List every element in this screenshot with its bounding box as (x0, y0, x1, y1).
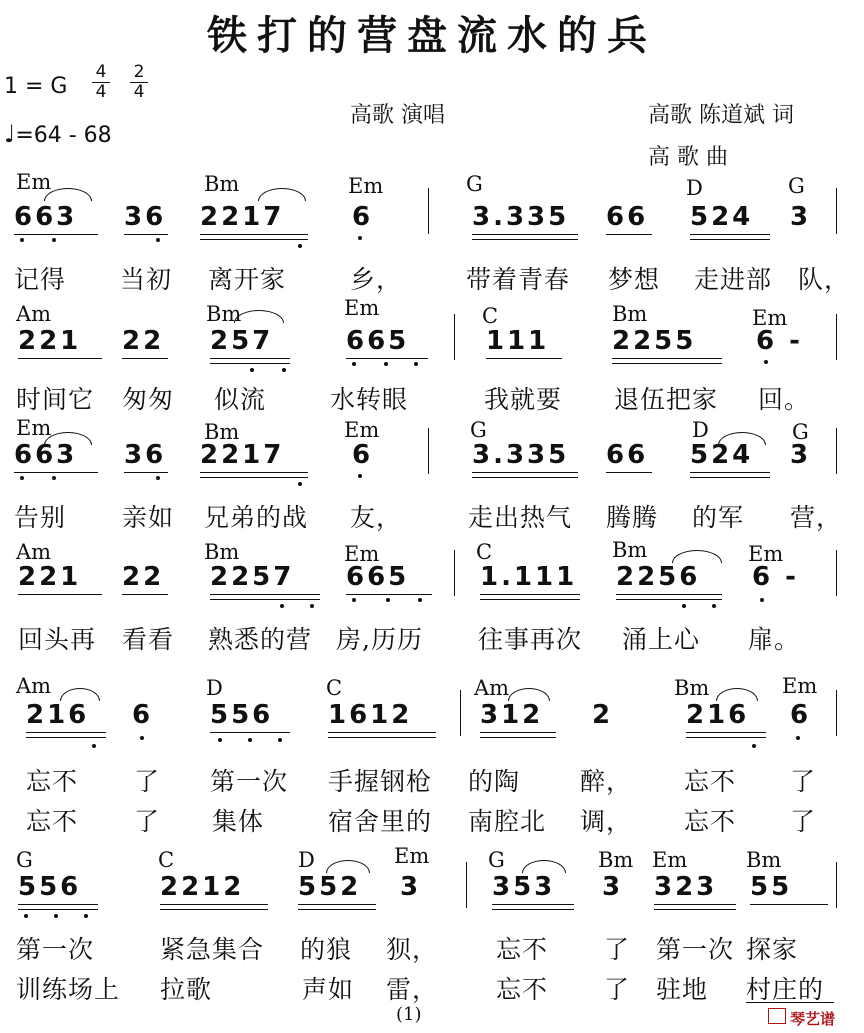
beam-line (480, 732, 556, 733)
octave-dot (418, 598, 422, 602)
tempo-marking: ♩=64 - 68 (4, 120, 112, 148)
note-group: 663 (14, 202, 78, 232)
beam-line (18, 909, 98, 910)
chord-symbol: Bm (612, 538, 648, 562)
beam-line (690, 472, 770, 473)
beam-line (472, 472, 578, 473)
note-group: 2256 (616, 562, 701, 592)
note-group: 2217 (200, 440, 285, 470)
note-group: 6 - (756, 326, 803, 356)
beam-line (200, 239, 308, 240)
beam-line (480, 737, 556, 738)
beam-line (298, 904, 376, 905)
chord-symbol: Bm (204, 172, 240, 196)
beam-line (346, 358, 428, 359)
chord-symbol: Bm (206, 302, 242, 326)
lyric-text: 似流 (214, 385, 267, 414)
lyric-text-verse-2: 忘不 (496, 975, 549, 1004)
lyric-text-verse-2: 拉歌 (160, 975, 213, 1004)
beam-line (328, 737, 436, 738)
lyric-text: 忘不 (26, 767, 79, 796)
lyric-text: 了 (604, 935, 631, 964)
beam-line (690, 477, 770, 478)
lyric-text: 第一次 (16, 935, 95, 964)
chord-symbol: C (476, 540, 493, 564)
note-group: 216 (686, 700, 750, 730)
bar-line (466, 862, 467, 908)
lyric-text: 忘不 (496, 935, 549, 964)
note-group: 3 (400, 872, 422, 902)
beam-line (210, 358, 290, 359)
lyric-text-verse-2: 雷， (386, 975, 439, 1004)
lyric-text-verse-2: 了 (790, 807, 817, 836)
lyric-text: 兄弟的战 (204, 503, 309, 532)
chord-symbol: G (466, 172, 483, 196)
beam-line (472, 239, 578, 240)
lyric-text: 紧急集合 (160, 935, 265, 964)
beam-line (480, 594, 580, 595)
lyric-text: 我就要 (484, 385, 563, 414)
lyric-text: 友， (350, 503, 403, 532)
note-group: 2212 (160, 872, 245, 902)
chord-symbol: Bm (204, 540, 240, 564)
chord-symbol: G (792, 420, 809, 444)
octave-dot (54, 914, 58, 918)
lyric-text: 了 (134, 767, 161, 796)
chord-symbol: Em (16, 170, 52, 194)
beam-line (472, 477, 578, 478)
beam-line (14, 472, 98, 473)
chord-symbol: G (470, 418, 487, 442)
lyric-text: 熟悉的营 (208, 625, 313, 654)
beam-line (298, 909, 376, 910)
note-group: 552 (298, 872, 362, 902)
chord-symbol: Bm (674, 676, 710, 700)
lyric-text-verse-2: 了 (134, 807, 161, 836)
octave-dot (358, 236, 362, 240)
bar-line (454, 314, 455, 360)
quarter-note-icon: ♩ (4, 120, 16, 148)
octave-dot (218, 738, 222, 742)
beam-line (492, 904, 574, 905)
beam-line (210, 594, 320, 595)
lyric-text: 离开家 (208, 265, 287, 294)
octave-dot (24, 914, 28, 918)
tie-mark (234, 310, 284, 323)
note-group: 257 (210, 326, 274, 356)
lyric-text-verse-2: 南腔北 (468, 807, 547, 836)
beam-line (606, 234, 652, 235)
chord-symbol: Em (752, 306, 788, 330)
octave-dot (386, 598, 390, 602)
lyric-text: 退伍把家 (614, 385, 719, 414)
chord-symbol: Em (344, 542, 380, 566)
octave-dot (280, 604, 284, 608)
bar-line (454, 550, 455, 596)
lyric-text: 记得 (14, 265, 67, 294)
lyric-text: 当初 (120, 265, 173, 294)
meter-4-4: 4 4 (92, 64, 110, 101)
chord-symbol: D (692, 418, 709, 442)
beam-line (18, 904, 98, 905)
lyric-text: 走出热气 (468, 503, 573, 532)
note-group: 665 (346, 562, 410, 592)
lyric-text-verse-2: 驻地 (656, 975, 709, 1004)
chord-symbol: D (298, 848, 315, 872)
chord-symbol: Em (394, 844, 430, 868)
beam-line (612, 358, 722, 359)
chord-symbol: D (686, 176, 703, 200)
chord-symbol: D (206, 676, 223, 700)
lyric-text: 醉， (580, 767, 633, 796)
octave-dot (156, 238, 160, 242)
note-group: 3 (602, 872, 624, 902)
note-group: 1.111 (480, 562, 578, 592)
lyric-text-verse-2: 声如 (302, 975, 355, 1004)
bar-line (836, 690, 837, 736)
lyric-text: 匆匆 (122, 385, 175, 414)
chord-symbol: Am (474, 676, 510, 700)
beam-line (750, 904, 828, 905)
note-group: 66 (606, 440, 649, 470)
lyric-text: 的军 (692, 503, 745, 532)
note-group: 665 (346, 326, 410, 356)
lyric-text-verse-2: 忘不 (684, 807, 737, 836)
lyric-text: 的狼 (300, 935, 353, 964)
note-group: 3.335 (472, 202, 570, 232)
chord-symbol: Am (16, 540, 52, 564)
composer-credit: 高 歌 曲 (648, 145, 728, 170)
octave-dot (248, 738, 252, 742)
note-group: 323 (654, 872, 718, 902)
lyric-text: 了 (790, 767, 817, 796)
note-group: 2257 (210, 562, 295, 592)
lyric-text-verse-2: 了 (604, 975, 631, 1004)
chord-symbol: Am (16, 674, 52, 698)
octave-dot (310, 604, 314, 608)
beam-line (26, 732, 106, 733)
beam-line (18, 358, 102, 359)
note-group: 3 (790, 440, 812, 470)
octave-dot (352, 362, 356, 366)
chord-symbol: G (788, 174, 805, 198)
chord-symbol: Bm (746, 848, 782, 872)
beam-line (122, 358, 168, 359)
beam-line (686, 732, 766, 733)
note-group: 6 (790, 700, 812, 730)
note-group: 66 (606, 202, 649, 232)
note-group: 556 (210, 700, 274, 730)
beam-line (606, 472, 652, 473)
lyric-text: 扉。 (748, 625, 801, 654)
lyric-text: 带着青春 (466, 265, 571, 294)
note-group: 353 (492, 872, 556, 902)
note-group: 2217 (200, 202, 285, 232)
chord-symbol: Em (652, 848, 688, 872)
beam-line (200, 472, 308, 473)
chord-symbol: Bm (598, 848, 634, 872)
lyric-text-verse-2: 宿舍里的 (328, 807, 433, 836)
note-group: 55 (750, 872, 793, 902)
beam-line (346, 594, 432, 595)
lyric-text: 回头再 (18, 625, 97, 654)
octave-dot (682, 604, 686, 608)
octave-dot (250, 368, 254, 372)
octave-dot (92, 744, 96, 748)
bar-line (460, 690, 461, 736)
octave-dot (752, 744, 756, 748)
beam-line (122, 594, 168, 595)
lyric-text: 梦想 (608, 265, 661, 294)
note-group: 6 (352, 202, 374, 232)
octave-dot (358, 474, 362, 478)
chord-symbol: Em (748, 542, 784, 566)
watermark-logo-icon (768, 1008, 786, 1024)
octave-dot (84, 914, 88, 918)
lyric-text-verse-2: 集体 (212, 807, 265, 836)
note-group: 663 (14, 440, 78, 470)
note-group: 2 (592, 700, 614, 730)
chord-symbol: Em (344, 418, 380, 442)
chord-symbol: Am (16, 302, 52, 326)
beam-line (328, 732, 436, 733)
lyric-text: 涌上心 (622, 625, 701, 654)
note-group: 556 (18, 872, 82, 902)
lyric-text: 队， (798, 265, 851, 294)
beam-line (160, 904, 268, 905)
beam-line (210, 732, 290, 733)
bar-line (836, 314, 837, 360)
lyric-text: 的陶 (468, 767, 521, 796)
lyric-text: 亲如 (122, 503, 175, 532)
lyric-text: 忘不 (684, 767, 737, 796)
chord-symbol: C (482, 304, 499, 328)
beam-line (654, 909, 736, 910)
lyric-text-verse-2: 忘不 (26, 807, 79, 836)
chord-symbol: Em (16, 416, 52, 440)
beam-line (210, 599, 320, 600)
beam-line (492, 909, 574, 910)
note-group: 312 (480, 700, 544, 730)
lyric-text: 第一次 (656, 935, 735, 964)
chord-symbol: C (158, 848, 175, 872)
beam-line (200, 234, 308, 235)
lyric-text: 水转眼 (330, 385, 409, 414)
bar-line (836, 428, 837, 474)
lyric-text: 看看 (122, 625, 175, 654)
beam-line (160, 909, 268, 910)
octave-dot (384, 362, 388, 366)
lyric-text: 乡， (350, 265, 403, 294)
octave-dot (20, 476, 24, 480)
lyric-text-verse-2: 调， (580, 807, 633, 836)
octave-dot (156, 476, 160, 480)
song-title: 铁打的营盘流水的兵 (207, 12, 657, 59)
lyric-text: 手握钢枪 (328, 767, 433, 796)
beam-line (480, 599, 580, 600)
bar-line (836, 188, 837, 234)
lyric-text: 往事再次 (478, 625, 583, 654)
lyric-underline (746, 1002, 834, 1003)
watermark-text: 琴艺谱 (790, 1010, 836, 1028)
beam-line (690, 239, 770, 240)
note-group: 22 (122, 562, 165, 592)
lyric-text: 房,历历 (336, 625, 423, 654)
lyric-text: 时间它 (16, 385, 95, 414)
beam-line (124, 472, 168, 473)
note-group: 2255 (612, 326, 697, 356)
note-group: 216 (26, 700, 90, 730)
octave-dot (140, 736, 144, 740)
beam-line (616, 594, 722, 595)
note-group: 221 (18, 562, 82, 592)
beam-line (472, 234, 578, 235)
chord-symbol: C (326, 676, 343, 700)
lyric-text: 探家 (746, 935, 799, 964)
octave-dot (282, 368, 286, 372)
lyric-text: 第一次 (210, 767, 289, 796)
octave-dot (298, 244, 302, 248)
chord-symbol: Em (344, 296, 380, 320)
beam-line (612, 363, 722, 364)
note-group: 22 (122, 326, 165, 356)
note-group: 6 (352, 440, 374, 470)
octave-dot (764, 360, 768, 364)
lyric-text-verse-2: 训练场上 (16, 975, 121, 1004)
beam-line (616, 599, 722, 600)
lyric-text: 营， (790, 503, 843, 532)
note-group: 6 (132, 700, 154, 730)
bar-line (836, 550, 837, 596)
octave-dot (352, 598, 356, 602)
note-group: 3 (790, 202, 812, 232)
chord-symbol: G (16, 848, 33, 872)
beam-line (26, 737, 106, 738)
note-group: 524 (690, 440, 754, 470)
note-group: 36 (124, 202, 167, 232)
note-group: 6 - (752, 562, 799, 592)
singer-credit: 高歌 演唱 (350, 103, 445, 128)
octave-dot (712, 604, 716, 608)
beam-line (486, 358, 562, 359)
chord-symbol: Em (348, 174, 384, 198)
key-signature: 1 = G (4, 74, 68, 99)
chord-symbol: Bm (612, 302, 648, 326)
octave-dot (52, 238, 56, 242)
note-group: 3.335 (472, 440, 570, 470)
beam-line (654, 904, 736, 905)
tie-mark (258, 188, 306, 201)
bar-line (428, 188, 429, 234)
page-number: (1) (396, 1004, 422, 1025)
octave-dot (20, 238, 24, 242)
octave-dot (414, 362, 418, 366)
lyric-text: 狈， (386, 935, 439, 964)
note-group: 221 (18, 326, 82, 356)
note-group: 524 (690, 202, 754, 232)
lyric-text: 腾腾 (606, 503, 659, 532)
beam-line (124, 234, 168, 235)
octave-dot (278, 738, 282, 742)
bar-line (428, 428, 429, 474)
meter-2-4: 2 4 (130, 64, 148, 101)
bar-line (836, 862, 837, 908)
octave-dot (760, 598, 764, 602)
beam-line (686, 737, 766, 738)
beam-line (210, 363, 290, 364)
chord-symbol: G (488, 848, 505, 872)
lyric-text-verse-2: 村庄的 (746, 975, 825, 1004)
beam-line (14, 234, 98, 235)
chord-symbol: Bm (204, 420, 240, 444)
note-group: 1612 (328, 700, 413, 730)
note-group: 36 (124, 440, 167, 470)
lyric-text: 走进部 (694, 265, 773, 294)
octave-dot (796, 736, 800, 740)
chord-symbol: Em (782, 674, 818, 698)
lyric-text: 告别 (14, 503, 67, 532)
octave-dot (298, 482, 302, 486)
beam-line (200, 477, 308, 478)
beam-line (18, 594, 102, 595)
lyricist-credit: 高歌 陈道斌 词 (648, 103, 794, 128)
beam-line (690, 234, 770, 235)
octave-dot (52, 476, 56, 480)
lyric-text: 回。 (758, 385, 811, 414)
note-group: 111 (486, 326, 550, 356)
